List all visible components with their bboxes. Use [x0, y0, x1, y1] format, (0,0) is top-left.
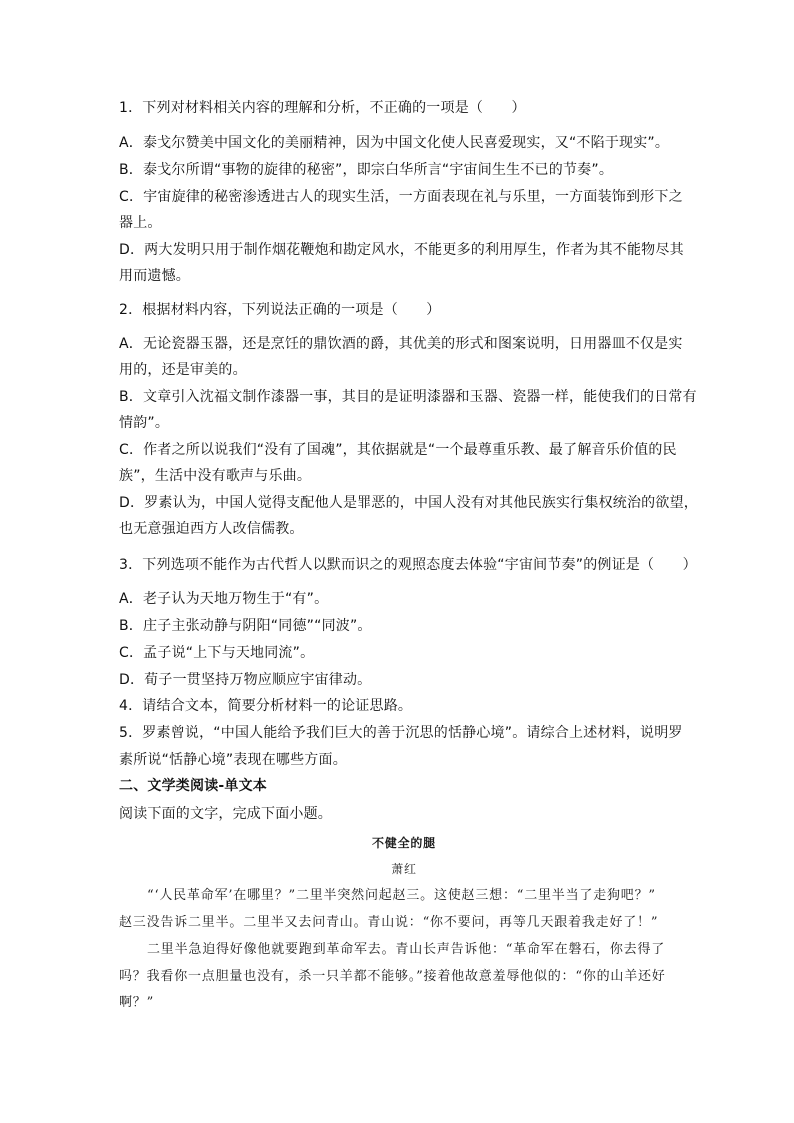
section-2-instruction: 阅读下面的文字，完成下面小题。 — [119, 806, 332, 822]
question-1-option-a: A．泰戈尔赞美中国文化的美丽精神，因为中国文化使人民喜爱现实，又“不陷于现实”。 — [119, 135, 670, 151]
question-4-stem: 4．请结合文本，简要分析材料一的论证思路。 — [119, 698, 413, 714]
question-2-option-b-line2: 情韵”。 — [119, 415, 170, 431]
section-2-heading: 二、文学类阅读-单文本 — [119, 778, 268, 794]
question-2-option-b-line1: B．文章引入沈福文制作漆器一事，其目的是证明漆器和玉器、瓷器一样，能使我们的日常有 — [119, 389, 697, 405]
question-5-stem-line1: 5．罗素曾说，“中国人能给予我们巨大的善于沉思的恬静心境”。请综合上述材料，说明罗 — [119, 725, 683, 741]
story-paragraph-2-line1: 二里半急迫得好像他就要跑到革命军去。青山长声告诉他：“革命军在磐石，你去得了 — [147, 942, 666, 957]
question-1-stem: 1．下列对材料相关内容的理解和分析，不正确的一项是（ ） — [119, 100, 526, 116]
question-2-stem: 2．根据材料内容，下列说法正确的一项是（ ） — [119, 302, 441, 318]
question-5-stem-line2: 素所说“恬静心境”表现在哪些方面。 — [119, 752, 347, 768]
question-1-option-d-line2: 用而遗憾。 — [119, 268, 190, 284]
story-paragraph-1-line1: “‘人民革命军’在哪里？”二里半突然问起赵三。这使赵三想：“二里半当了走狗吧？” — [147, 888, 656, 903]
story-paragraph-1-line2: 赵三没告诉二里半。二里半又去问青山。青山说：“你不要问，再等几天跟着我走好了！” — [119, 915, 659, 930]
question-2-option-a-line1: A．无论瓷器玉器，还是烹饪的鼎饮酒的爵，其优美的形式和图案说明，日用器皿不仅是实 — [119, 336, 683, 352]
story-paragraph-2-line2: 吗？我看你一点胆量也没有，杀一只羊都不能够。”接着他故意羞辱他似的：“你的山羊还好 — [119, 969, 666, 984]
story-title: 不健全的腿 — [371, 836, 436, 850]
question-1-option-c-line2: 器上。 — [119, 215, 162, 231]
question-2-option-d-line1: D．罗素认为，中国人觉得支配他人是罪恶的，中国人没有对其他民族实行集权统治的欲望， — [119, 495, 698, 511]
story-author: 萧红 — [391, 862, 417, 876]
question-2-option-c-line2: 族”，生活中没有歌声与乐曲。 — [119, 468, 312, 484]
question-1-option-c-line1: C．宇宙旋律的秘密渗透进古人的现实生活，一方面表现在礼与乐里，一方面装饰到形下之 — [119, 189, 683, 205]
question-3-stem: 3．下列选项不能作为古代哲人以默而识之的观照态度去体验“宇宙间节奏”的例证是（ ） — [119, 557, 697, 573]
question-1-option-b: B．泰戈尔所谓“事物的旋律的秘密”，即宗白华所言“宇宙间生生不已的节奏”。 — [119, 162, 614, 178]
question-1-option-d-line1: D．两大发明只用于制作烟花鞭炮和勘定风水，不能更多的利用厚生，作者为其不能物尽其 — [119, 242, 684, 258]
question-2-option-a-line2: 用的，还是审美的。 — [119, 362, 247, 378]
question-3-option-a: A．老子认为天地万物生于“有”。 — [119, 591, 329, 607]
question-2-option-d-line2: 也无意强迫西方人改信儒教。 — [119, 521, 304, 537]
question-3-option-c: C．孟子说“上下与天地同流”。 — [119, 645, 315, 661]
question-3-option-b: B．庄子主张动静与阴阳“同德”“同波”。 — [119, 618, 372, 634]
question-3-option-d: D．荀子一贯坚持万物应顺应宇宙律动。 — [119, 672, 372, 688]
question-2-option-c-line1: C．作者之所以说我们“没有了国魂”，其依据就是“一个最尊重乐教、最了解音乐价值的民 — [119, 442, 677, 458]
story-paragraph-2-line3: 啊？” — [119, 995, 155, 1010]
